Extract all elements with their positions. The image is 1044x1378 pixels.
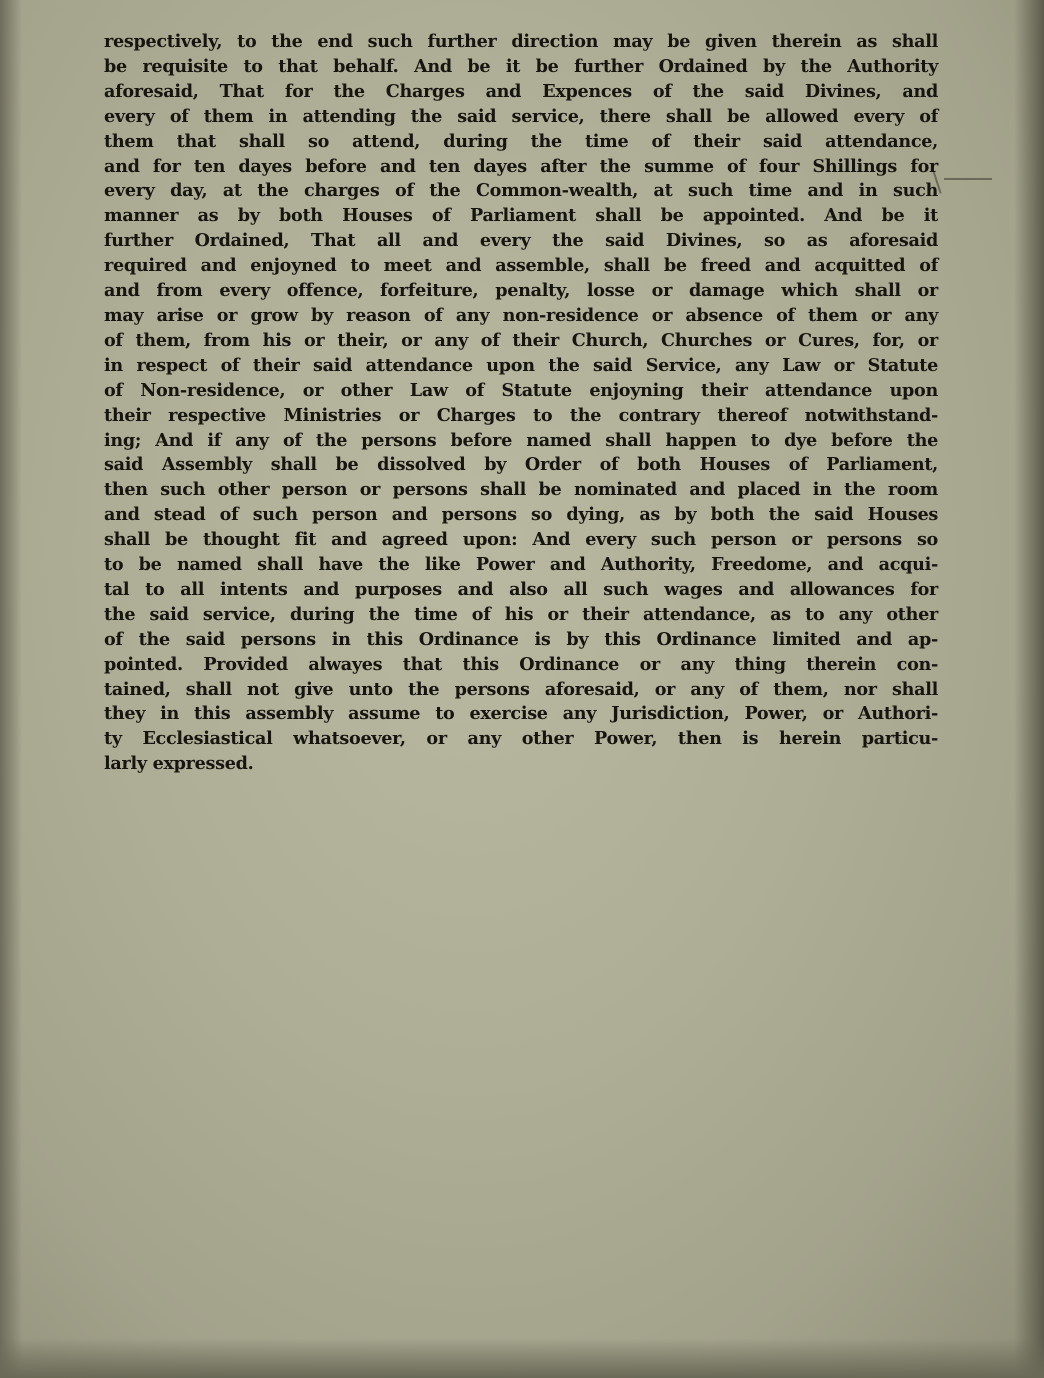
text-line-19: then such other person or persons shall be nominated and placed in the room [104, 479, 938, 501]
text-line-14: in respect of their said attendance upon the said Service, any Law or Statute [104, 354, 938, 376]
page-edge-left [0, 0, 22, 1378]
text-line-7: every day, at the charges of the Common-wealth, at such time and in such [104, 180, 938, 202]
text-line-6: and for ten dayes before and ten dayes after the summe of four Shillings for [104, 155, 938, 177]
margin-pen-mark [944, 178, 992, 180]
text-line-9: further Ordained, That all and every the said Divines, so as aforesaid [104, 230, 938, 252]
page-edge-bottom [0, 1338, 1044, 1378]
body-text [104, 30, 938, 777]
text-line-16: their respective Ministries or Charges to the contrary thereof notwithstand- [104, 404, 938, 426]
text-line-30: larly expressed. [104, 753, 254, 775]
show-through-text [230, 820, 930, 1180]
text-line-8: manner as by both Houses of Parliament shall be appointed. And be it [104, 205, 938, 227]
text-line-11: and from every offence, forfeiture, penalty, losse or damage which shall or [104, 280, 938, 302]
text-line-13: of them, from his or their, or any of their Church, Churches or Cures, for, or [104, 329, 938, 351]
text-line-28: they in this assembly assume to exercise any Jurisdiction, Power, or Authori- [104, 703, 938, 725]
text-line-4: every of them in attending the said service, there shall be allowed every of [104, 105, 938, 127]
text-line-2: be requisite to that behalf. And be it be further Ordained by the Authority [104, 55, 938, 77]
text-line-1: respectively, to the end such further direction may be given therein as shall [104, 31, 938, 52]
text-line-26: pointed. Provided alwayes that this Ordinance or any thing therein con- [104, 653, 938, 675]
text-line-22: to be named shall have the like Power and Authority, Freedome, and acqui- [104, 554, 938, 576]
text-line-17: ing; And if any of the persons before named shall happen to dye before the [104, 429, 938, 451]
page-edge-right [1014, 0, 1044, 1378]
text-line-23: tal to all intents and purposes and also all such wages and allowances for [104, 578, 938, 600]
text-line-24: the said service, during the time of his or their attendance, as to any other [104, 603, 938, 625]
text-line-5: them that shall so attend, during the time of their said attendance, [104, 130, 938, 152]
text-line-3: aforesaid, That for the Charges and Expences of the said Divines, and [104, 80, 938, 102]
text-line-18: said Assembly shall be dissolved by Order of both Houses of Parliament, [104, 454, 938, 476]
text-line-20: and stead of such person and persons so dying, as by both the said Houses [104, 504, 938, 526]
text-line-21: shall be thought fit and agreed upon: And every such person or persons so [104, 529, 938, 551]
text-line-15: of Non-residence, or other Law of Statute enjoyning their attendance upon [104, 379, 938, 401]
text-line-10: required and enjoyned to meet and assemble, shall be freed and acquitted of [104, 255, 938, 277]
text-line-27: tained, shall not give unto the persons aforesaid, or any of them, nor shall [104, 678, 938, 700]
text-line-29: ty Ecclesiastical whatsoever, or any other Power, then is herein particu- [104, 728, 938, 750]
text-line-25: of the said persons in this Ordinance is by this Ordinance limited and ap- [104, 628, 938, 650]
text-line-12: may arise or grow by reason of any non-residence or absence of them or any [104, 304, 938, 326]
